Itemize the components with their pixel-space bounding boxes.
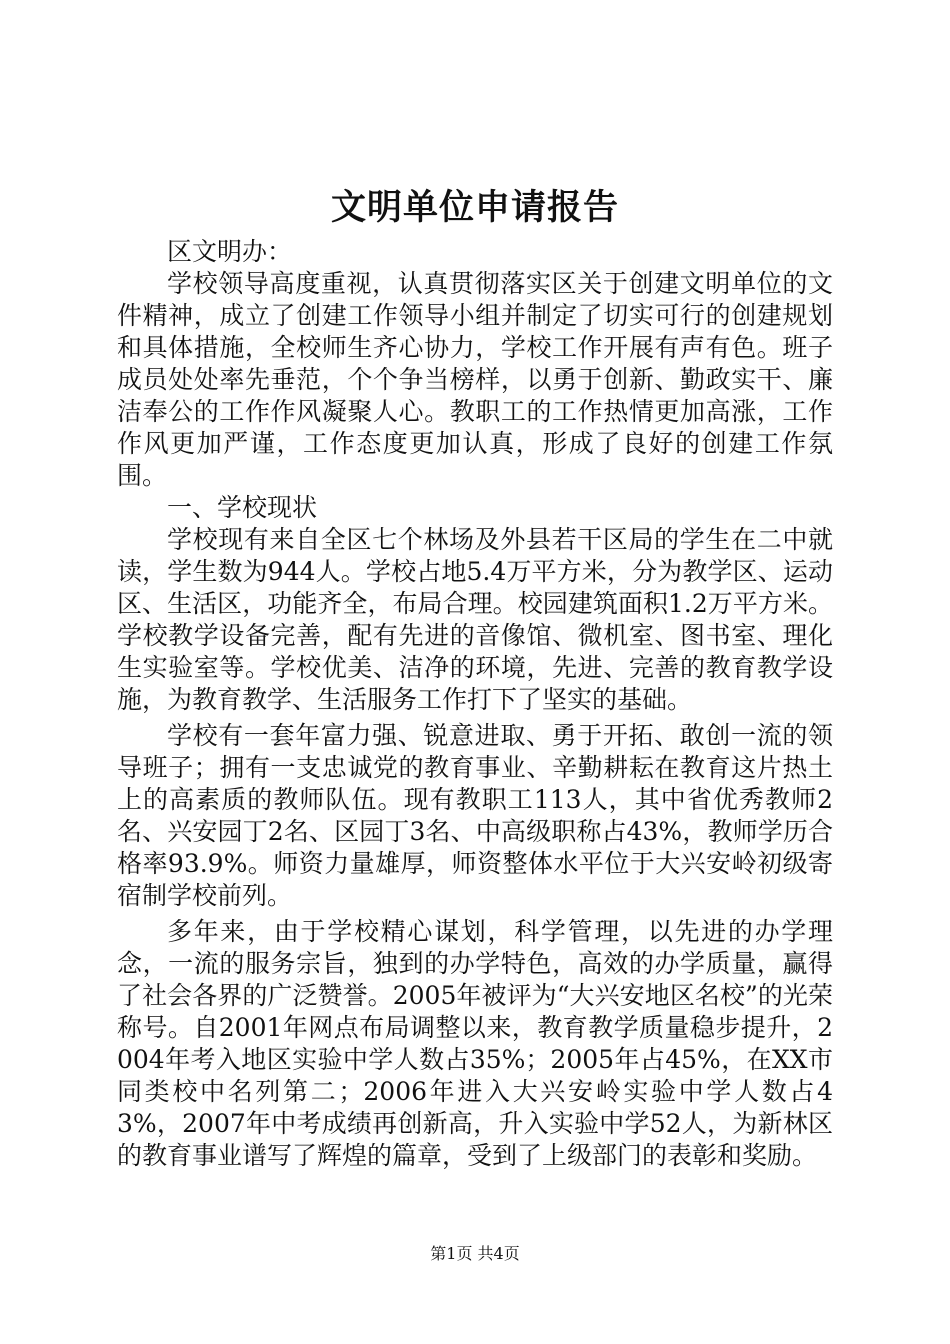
page-number: 第1页 共4页 <box>430 1244 520 1263</box>
paragraph-achievements: 多年来，由于学校精心谋划，科学管理，以先进的办学理念，一流的服务宗旨，独到的办学特色，高效的办学质量，赢得了社会各界的广泛赞誉。2005年被评为“大兴安地区名校”的光荣称号。自2001年网点布局调整以来，教育教学质量稳步提升，2004年考入地区实验中学人数占35%；2005年占45%，在XX市同类校中名列第二；2006年进入大兴安岭实验中学人数占43%，2007年中考成绩再创新高，升入实验中学52人，为新林区的教育事业谱写了辉煌的篇章，受到了上级部门的表彰和奖励。 <box>117 917 833 1170</box>
section-heading: 一、学校现状 <box>167 493 318 522</box>
paragraph-school-facilities: 学校现有来自全区七个林场及外县若干区局的学生在二中就读，学生数为944人。学校占地5.4万平方米，分为教学区、运动区、生活区，功能齐全，布局合理。校园建筑面积1.2万平方米。学校教学设备完善，配有先进的音像馆、微机室、图书室、理化生实验室等。学校优美、洁净的环境，先进、完善的教育教学设施，为教育教学、生活服务工作打下了坚实的基础。 <box>117 525 833 714</box>
paragraph-intro: 学校领导高度重视，认真贯彻落实区关于创建文明单位的文件精神，成立了创建工作领导小组并制定了切实可行的创建规划和具体措施，全校师生齐心协力，学校工作开展有声有色。班子成员处处率先垂范，个个争当榜样，以勇于创新、勤政实干、廉洁奉公的工作作风凝聚人心。教职工的工作热情更加高涨，工作作风更加严谨，工作态度更加认真，形成了良好的创建工作氛围。 <box>117 269 833 490</box>
salutation: 区文明办： <box>167 237 293 266</box>
document-body <box>117 236 833 1172</box>
paragraph-staff: 学校有一套年富力强、锐意进取、勇于开拓、敢创一流的领导班子；拥有一支忠诚党的教育事业、辛勤耕耘在教育这片热土上的高素质的教师队伍。现有教职工113人，其中省优秀教师2名、兴安园丁2名、区园丁3名、中高级职称占43%，教师学历合格率93.9%。师资力量雄厚，师资整体水平位于大兴安岭初级寄宿制学校前列。 <box>117 721 833 910</box>
document-title: 文明单位申请报告 <box>330 187 619 228</box>
